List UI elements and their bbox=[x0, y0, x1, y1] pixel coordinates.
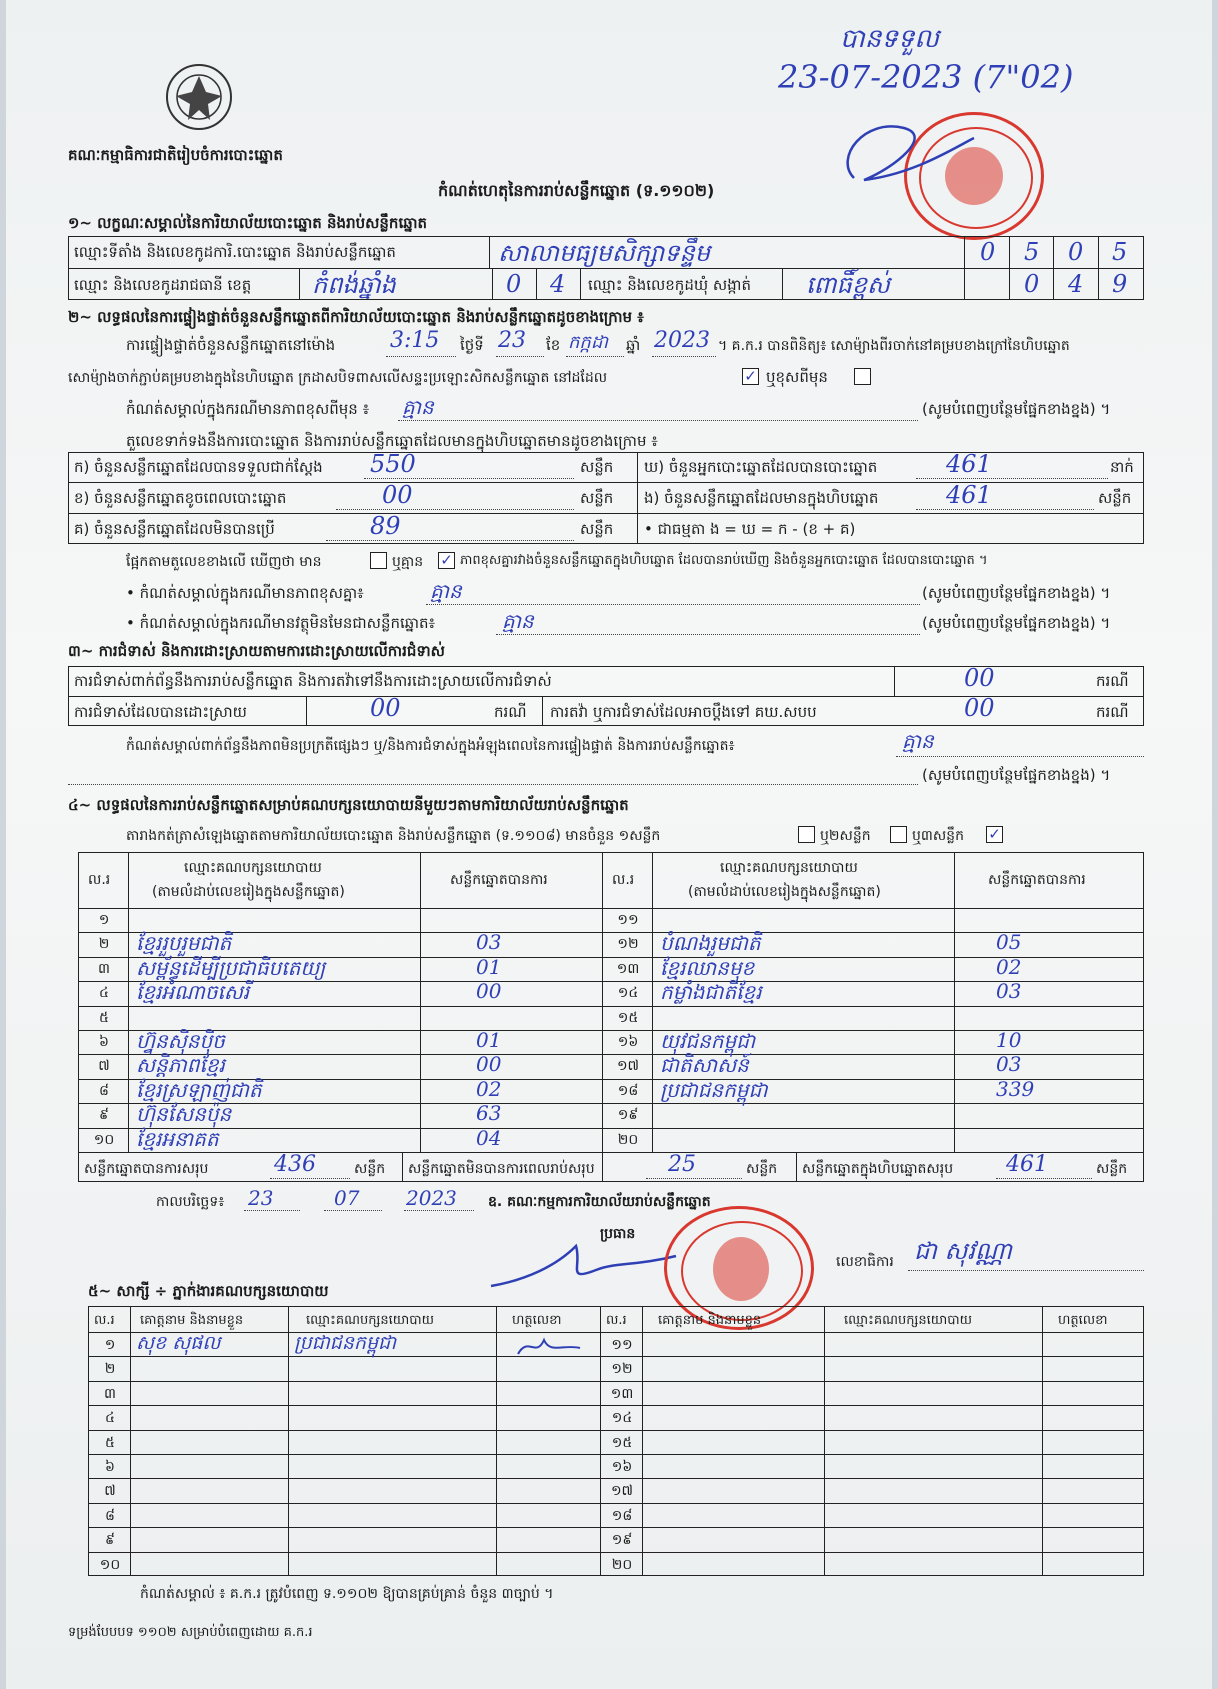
section1-title: ១~ លក្ខណៈសម្គាល់នៃការិយាល័យបោះឆ្នោត និងរាប់សន្លឹកឆ្នោត bbox=[68, 214, 428, 232]
province-label: ឈ្មោះ និងលេខកូដរាជធានី ខេត្ត bbox=[74, 276, 252, 294]
total-invalid-unit: សន្លឹក bbox=[746, 1161, 778, 1177]
opt2-label: ឬ២សន្លឹក bbox=[820, 828, 871, 844]
s4-intro: តារាងកត់ត្រាសំឡេងឆ្នោតតាមការិយាល័យបោះឆ្នោត និងរាប់សន្លឹកឆ្នោត (ទ.១១០៨) មានចំនួន ១សន្លឹក bbox=[126, 828, 661, 844]
appeal-unit: ករណី bbox=[1096, 703, 1129, 721]
col-votes-right: សន្លឹកឆ្នោតបានការ bbox=[988, 872, 1086, 888]
station-code-3: 0 bbox=[1068, 238, 1084, 266]
verify-line1-a: ការផ្ទៀងផ្ទាត់ចំនួនសន្លឹកឆ្នោតនៅម៉ោង bbox=[126, 336, 336, 354]
result-no: ១ bbox=[98, 912, 110, 928]
result-no: ១៣ bbox=[616, 960, 640, 977]
witness-no: ១៧ bbox=[610, 1483, 634, 1500]
row-d-unit: នាក់ bbox=[1110, 458, 1134, 476]
col-no-right: ល.រ bbox=[612, 872, 635, 888]
fill-more-4: (សូមបំពេញបន្ថែមផ្នែកខាងខ្នង) ។ bbox=[922, 766, 1111, 784]
row-b-value: 00 bbox=[382, 481, 413, 509]
row-c-value: 89 bbox=[370, 512, 401, 540]
result-party: ប្រជាជនកម្ពុជា bbox=[660, 1077, 768, 1102]
row-e-label: ង) ចំនួនសន្លឹកឆ្នោតដែលមានក្នុងហិបឆ្នោត bbox=[644, 489, 879, 507]
received-label: បានទទួល bbox=[840, 24, 940, 54]
complaint-total-label: ការជំទាស់ពាក់ព័ន្ធនឹងការរាប់សន្លឹកឆ្នោត និងការតវ៉ាទៅនឹងការដោះស្រាយលើការជំទាស់ bbox=[74, 672, 552, 690]
witness-no: ៣ bbox=[104, 1385, 116, 1402]
changed-label: ឬខុសពីមុន bbox=[766, 368, 828, 386]
total-invalid-value: 25 bbox=[668, 1152, 696, 1177]
result-no: ១០ bbox=[93, 1131, 115, 1148]
section4-title: ៤~ លទ្ធផលនៃការរាប់សន្លឹកឆ្នោតសម្រាប់គណបក្សនយោបាយនីមួយៗតាមការិយាល័យរាប់សន្លឹកឆ្នោត bbox=[68, 796, 629, 814]
section5-title: ៥~ សាក្សី ÷ ភ្នាក់ងារគណបក្សនយោបាយ bbox=[88, 1282, 329, 1300]
witness-no: ១២ bbox=[611, 1361, 633, 1378]
witness-no: ១៦ bbox=[611, 1459, 633, 1475]
date-year: 2023 bbox=[406, 1186, 457, 1210]
result-party: កម្លាំងជាតិខ្មែរ bbox=[660, 980, 762, 1005]
resolved-label: ការជំទាស់ដែលបានដោះស្រាយ bbox=[74, 703, 247, 721]
station-label: ឈ្មោះទីតាំង និងលេខកូដការិ.បោះឆ្នោត និងរាប់សន្លឹកឆ្នោត bbox=[74, 243, 396, 261]
received-date: 23-07-2023 (7"02) bbox=[778, 58, 1074, 96]
witness-signature bbox=[514, 1334, 584, 1360]
committee-name: គណៈកម្មាធិការជាតិរៀបចំការបោះឆ្នោត bbox=[68, 146, 283, 164]
witness-no: ៥ bbox=[105, 1434, 115, 1451]
verify-month: កក្កដា bbox=[568, 332, 608, 353]
row-b-label: ខ) ចំនួនសន្លឹកឆ្នោតខូចពេលបោះឆ្នោត bbox=[74, 489, 287, 507]
emblem-icon bbox=[164, 62, 234, 132]
row-a-unit: សន្លឹក bbox=[580, 458, 614, 476]
complaint-total-value: 00 bbox=[964, 664, 995, 692]
result-party: ខ្មែរអំណាចសេរី bbox=[136, 980, 250, 1005]
complaint-total-unit: ករណី bbox=[1096, 672, 1129, 690]
province-code-1: 0 bbox=[506, 270, 522, 298]
witness-no: ៤ bbox=[105, 1410, 115, 1427]
col-party-sub-right: (តាមលំដាប់លេខរៀងក្នុងសន្លឹកឆ្នោត) bbox=[688, 884, 881, 900]
total-box-value: 461 bbox=[1006, 1152, 1048, 1177]
section3-title: ៣~ ការជំទាស់ និងការដោះស្រាយតាមការដោះស្រាយលើការជំទាស់ bbox=[68, 642, 445, 660]
witness-row-line bbox=[88, 1478, 1144, 1479]
commune-code-1: 0 bbox=[1024, 270, 1040, 298]
witness-no: ២០ bbox=[611, 1556, 633, 1573]
witness-no: ១៣ bbox=[610, 1385, 634, 1402]
formula: • ជាធម្មតា ង = ឃ = ក - (ខ + គ) bbox=[644, 520, 856, 538]
w-col-no-left: ល.រ bbox=[94, 1313, 115, 1328]
note-diff-label: កំណត់សម្គាល់ក្នុងករណីមានភាពខុសពីមុន ៖ bbox=[126, 400, 370, 418]
s3-note-value: គ្មាន bbox=[902, 729, 934, 753]
result-no: ២ bbox=[98, 936, 110, 953]
row-b-unit: សន្លឹក bbox=[580, 489, 614, 507]
witness-row-line bbox=[88, 1527, 1144, 1528]
commune-value: ពោធិ៍ខ្ពស់ bbox=[806, 271, 890, 299]
secretary-label: លេខាធិការ bbox=[836, 1254, 894, 1270]
result-no: ៦ bbox=[99, 1034, 109, 1050]
witness-row-line bbox=[88, 1503, 1144, 1504]
row-line bbox=[78, 1030, 1144, 1031]
result-party: ខ្មែរស្រឡាញ់ជាតិ bbox=[136, 1077, 262, 1102]
secretary-value: ជា សុវណ្ណា bbox=[914, 1237, 1012, 1265]
result-no: ១២ bbox=[617, 936, 639, 953]
result-no: ៨ bbox=[99, 1082, 109, 1099]
resolved-unit: ករណី bbox=[494, 703, 527, 721]
row-a-label: ក) ចំនួនសន្លឹកឆ្នោតដែលបានទទួលជាក់ស្ដែង bbox=[74, 458, 323, 476]
station-code-4: 5 bbox=[1112, 238, 1128, 266]
w-col-party-left: ឈ្មោះគណបក្សនយោបាយ bbox=[306, 1313, 434, 1328]
col-party-left: ឈ្មោះគណបក្សនយោបាយ bbox=[184, 860, 322, 876]
witness-no: ៩ bbox=[105, 1532, 115, 1549]
result-no: ១៥ bbox=[617, 1009, 639, 1026]
result-no: ៥ bbox=[99, 1009, 109, 1026]
witness-no: ១៩ bbox=[611, 1532, 633, 1549]
two-sheet-checkbox[interactable] bbox=[890, 826, 907, 843]
col-party-right: ឈ្មោះគណបក្សនយោបាយ bbox=[720, 860, 858, 876]
chair-signature bbox=[486, 1236, 686, 1296]
w-col-sign-left: ហត្ថលេខា bbox=[512, 1313, 562, 1328]
verify-line2: សោម៉្យាងចាក់ភ្ជាប់គម្របខាងក្នុងនៃហិបឆ្នោត ក្រដាសបិទពាសលើសន្ទះប្រឡោះសិកសន្លឹកឆ្នោត នៅដដែល bbox=[68, 370, 608, 386]
result-no: ២០ bbox=[617, 1131, 639, 1148]
form-sheet bbox=[6, 0, 1212, 1689]
verify-year-label: ឆ្នាំ bbox=[626, 336, 641, 354]
result-votes: 00 bbox=[476, 1052, 502, 1077]
section2-title: ២~ លទ្ធផលនៃការផ្ទៀងផ្ទាត់ចំនួនសន្លឹកឆ្នោតពីការិយាល័យបោះឆ្នោត និងរាប់សន្លឹកឆ្នោតដូចខាងក្រោម ៖ bbox=[68, 308, 644, 326]
row-e-unit: សន្លឹក bbox=[1098, 489, 1132, 507]
verify-day-label: ថ្ងៃទី bbox=[460, 336, 484, 354]
witness-row-line bbox=[88, 1405, 1144, 1406]
witness-name: សុខ សុផល bbox=[136, 1332, 221, 1354]
row-line bbox=[78, 932, 1144, 933]
station-code-2: 5 bbox=[1024, 238, 1040, 266]
opt3-label: ឬ៣សន្លឹក bbox=[912, 828, 964, 844]
total-invalid-label: សន្លឹកឆ្នោតមិនបានការពេលរាប់សរុប bbox=[408, 1161, 595, 1177]
result-no: ១៤ bbox=[617, 985, 639, 1002]
witness-no: ២ bbox=[104, 1361, 116, 1378]
resolved-value: 00 bbox=[370, 694, 401, 722]
result-no: ១៦ bbox=[617, 1034, 639, 1050]
w-col-no-right: ល.រ bbox=[606, 1313, 627, 1328]
verify-year: 2023 bbox=[654, 328, 710, 353]
col-votes-left: សន្លឹកឆ្នោតបានការ bbox=[450, 872, 548, 888]
result-votes: 02 bbox=[996, 954, 1022, 979]
form-ref: ទម្រង់បែបបទ ១១០២ សម្រាប់បំពេញដោយ គ.ក.រ bbox=[68, 1625, 313, 1640]
result-party: បំណងរួមជាតិ bbox=[660, 931, 761, 956]
total-valid-label: សន្លឹកឆ្នោតបានការសរុប bbox=[84, 1161, 209, 1177]
witness-party: ប្រជាជនកម្ពុជា bbox=[294, 1332, 397, 1354]
result-votes: 01 bbox=[476, 954, 502, 979]
result-votes: 339 bbox=[996, 1076, 1035, 1101]
row-d-label: ឃ) ចំនួនអ្នកបោះឆ្នោតដែលបានបោះឆ្នោត bbox=[644, 458, 878, 476]
fill-more-3: (សូមបំពេញបន្ថែមផ្នែកខាងខ្នង) ។ bbox=[922, 614, 1111, 632]
three-sheet-checkbox[interactable]: ✓ bbox=[986, 826, 1003, 843]
w-col-name-right: គោត្តនាម និងនាមខ្លួន bbox=[658, 1313, 762, 1328]
result-no: ១១ bbox=[617, 912, 639, 928]
form-title: កំណត់ហេតុនៃការរាប់សន្លឹកឆ្នោត (ទ.១១០២) bbox=[438, 181, 715, 200]
compare-line-b: ឬគ្មាន bbox=[392, 554, 424, 570]
fill-more-1: (សូមបំពេញបន្ថែមផ្នែកខាងខ្នង) ។ bbox=[922, 400, 1111, 418]
result-party: ហ៊ុនសែនប៉ុន bbox=[136, 1102, 232, 1127]
witness-row-line bbox=[88, 1454, 1144, 1455]
compare-line-a: ផ្អែកតាមតួលេខខាងលើ ឃើញថា មាន bbox=[126, 554, 322, 570]
result-votes: 04 bbox=[476, 1125, 502, 1150]
result-votes: 05 bbox=[996, 930, 1022, 955]
commune-label: ឈ្មោះ និងលេខកូដឃុំ សង្កាត់ bbox=[588, 276, 751, 294]
witness-row-line bbox=[88, 1430, 1144, 1431]
witness-no: ១០ bbox=[99, 1556, 121, 1573]
total-box-unit: សន្លឹក bbox=[1096, 1161, 1128, 1177]
province-code-2: 4 bbox=[550, 270, 566, 298]
row-line bbox=[78, 1054, 1144, 1055]
verify-day: 23 bbox=[498, 328, 526, 353]
result-votes: 03 bbox=[996, 979, 1022, 1004]
total-valid-unit: សន្លឹក bbox=[354, 1161, 386, 1177]
signature-mark bbox=[824, 108, 984, 198]
fill-more-2: (សូមបំពេញបន្ថែមផ្នែកខាងខ្នង) ។ bbox=[922, 584, 1111, 602]
total-valid-value: 436 bbox=[274, 1152, 316, 1177]
result-no: ៣ bbox=[98, 960, 110, 977]
note-foreign-label: • កំណត់សម្គាល់ក្នុងករណីមានវត្ថុមិនមែនជាសន្លឹកឆ្នោត៖ bbox=[126, 614, 436, 632]
verify-time: 3:15 bbox=[390, 328, 440, 353]
appeal-value: 00 bbox=[964, 694, 995, 722]
commune-code-3: 9 bbox=[1112, 270, 1128, 298]
witness-no: ១៤ bbox=[611, 1410, 633, 1427]
province-value: កំពង់ឆ្នាំង bbox=[312, 271, 396, 299]
result-party: យុវជនកម្ពុជា bbox=[660, 1029, 756, 1053]
commune-code-2: 4 bbox=[1068, 270, 1084, 298]
result-no: ១៧ bbox=[616, 1058, 640, 1075]
row-a-value: 550 bbox=[370, 450, 416, 478]
result-votes: 03 bbox=[996, 1052, 1022, 1077]
witness-row-line bbox=[88, 1356, 1144, 1357]
has-difference-checkbox[interactable] bbox=[370, 552, 387, 569]
result-party: ជាតិសាសន៍ bbox=[660, 1053, 749, 1078]
total-box-label: សន្លឹកឆ្នោតក្នុងហិបឆ្នោតសរុប bbox=[802, 1161, 954, 1177]
result-votes: 02 bbox=[476, 1076, 502, 1101]
result-party: សន្តិភាពខ្មែរ bbox=[136, 1053, 225, 1078]
verify-month-label: ខែ bbox=[546, 336, 561, 354]
result-votes: 01 bbox=[476, 1028, 502, 1052]
result-party: ខ្មែរឈានមុខ bbox=[660, 955, 755, 980]
w-col-sign-right: ហត្ថលេខា bbox=[1058, 1313, 1108, 1328]
note-difference-value: គ្មាន bbox=[430, 579, 462, 603]
result-party: ខ្មែររួបរួមជាតិ bbox=[136, 931, 232, 956]
verify-line1-b: ។ គ.ក.រ បានពិនិត្យ៖ សោម៉្យាងពីរចាក់នៅគម្របខាងក្រៅនៃហិបឆ្នោត bbox=[718, 338, 1070, 354]
result-no: ៧ bbox=[98, 1058, 110, 1075]
result-votes: 63 bbox=[476, 1101, 502, 1126]
w-col-party-right: ឈ្មោះគណបក្សនយោបាយ bbox=[844, 1313, 972, 1328]
witness-no: ៧ bbox=[104, 1483, 116, 1500]
row-e-value: 461 bbox=[946, 481, 992, 509]
result-no: ១៩ bbox=[617, 1107, 639, 1124]
row-d-value: 461 bbox=[946, 450, 992, 478]
no-difference-checkbox[interactable]: ✓ bbox=[438, 552, 455, 569]
s3-note-label: កំណត់សម្គាល់ពាក់ព័ន្ធនឹងភាពមិនប្រក្រតីផ្សេងៗ ឬ/និងការជំទាស់ក្នុងអំឡុងពេលនៃការផ្ទៀងផ្ទាត់ និងការរាប់សន្លឹកឆ្នោត៖ bbox=[126, 738, 735, 754]
result-party: ហ្វ៊ុនស៊ិនប៉ិច bbox=[136, 1029, 225, 1053]
witness-no: ១៨ bbox=[611, 1507, 633, 1524]
witness-no: ៨ bbox=[105, 1507, 115, 1524]
chair-label: ប្រធាន bbox=[600, 1226, 636, 1242]
one-sheet-checkbox[interactable] bbox=[798, 826, 815, 843]
date-label: កាលបរិច្ឆេទ៖ bbox=[156, 1194, 225, 1210]
witness-row-line bbox=[88, 1381, 1144, 1382]
note-difference-label: • កំណត់សម្គាល់ក្នុងករណីមានភាពខុសគ្នា៖ bbox=[126, 584, 364, 602]
result-votes: 00 bbox=[476, 979, 502, 1004]
w-col-name-left: គោត្តនាម និងនាមខ្លួន bbox=[140, 1313, 244, 1328]
station-code-1: 0 bbox=[980, 238, 996, 266]
committee-label: ឧ. គណៈកម្មការការិយាល័យរាប់សន្លឹកឆ្នោត bbox=[488, 1194, 711, 1210]
result-no: ៤ bbox=[99, 985, 109, 1002]
witness-no: ១ bbox=[104, 1337, 116, 1353]
row-c-unit: សន្លឹក bbox=[580, 520, 614, 538]
appeal-label: ការតវ៉ា ឬការជំទាស់ដែលអាចប្ដឹងទៅ គឃ.សបប bbox=[550, 703, 817, 721]
footer-note: កំណត់សម្គាល់ ៖ គ.ក.រ ត្រូវបំពេញ ទ.១១០២ ឱ្យបានគ្រប់គ្រាន់ ចំនួន ៣ច្បាប់ ។ bbox=[140, 1586, 554, 1602]
witness-row-line bbox=[88, 1552, 1144, 1553]
witness-no: ១១ bbox=[611, 1337, 633, 1353]
date-month: 07 bbox=[334, 1186, 360, 1210]
changed-checkbox[interactable] bbox=[854, 368, 871, 385]
result-votes: 03 bbox=[476, 930, 502, 955]
result-party: ខ្មែរអនាគត bbox=[136, 1126, 219, 1151]
result-votes: 10 bbox=[996, 1028, 1022, 1052]
same-checkbox[interactable]: ✓ bbox=[742, 368, 759, 385]
note-diff-value: គ្មាន bbox=[402, 395, 434, 419]
result-no: ៩ bbox=[99, 1107, 109, 1124]
station-value: សាលាមធ្យមសិក្សាទន្ទឹម bbox=[498, 239, 710, 267]
compare-line-c: ភាពខុសគ្នារវាងចំនួនសន្លឹកឆ្នោតក្នុងហិបឆ្នោត ដែលបានរាប់ឃើញ និងចំនួនអ្នកបោះឆ្នោត ដែលបានបោះឆ្នោត ។ bbox=[460, 553, 988, 568]
result-party: សម្ព័ន្ធដើម្បីប្រជាធិបតេយ្យ bbox=[136, 955, 326, 980]
note-foreign-value: គ្មាន bbox=[502, 609, 534, 633]
col-no-left: ល.រ bbox=[88, 872, 111, 888]
witness-no: ៦ bbox=[105, 1459, 115, 1475]
row-c-label: គ) ចំនួនសន្លឹកឆ្នោតដែលមិនបានប្រើ bbox=[74, 520, 275, 538]
result-no: ១៨ bbox=[617, 1082, 639, 1099]
col-party-sub-left: (តាមលំដាប់លេខរៀងក្នុងសន្លឹកឆ្នោត) bbox=[152, 884, 345, 900]
date-day: 23 bbox=[248, 1186, 274, 1210]
row-line bbox=[78, 1128, 1144, 1129]
counts-intro: តួលេខទាក់ទងនឹងការបោះឆ្នោត និងការរាប់សន្លឹកឆ្នោតដែលមានក្នុងហិបឆ្នោតមានដូចខាងក្រោម ៖ bbox=[126, 432, 658, 450]
witness-no: ១៥ bbox=[611, 1434, 633, 1451]
